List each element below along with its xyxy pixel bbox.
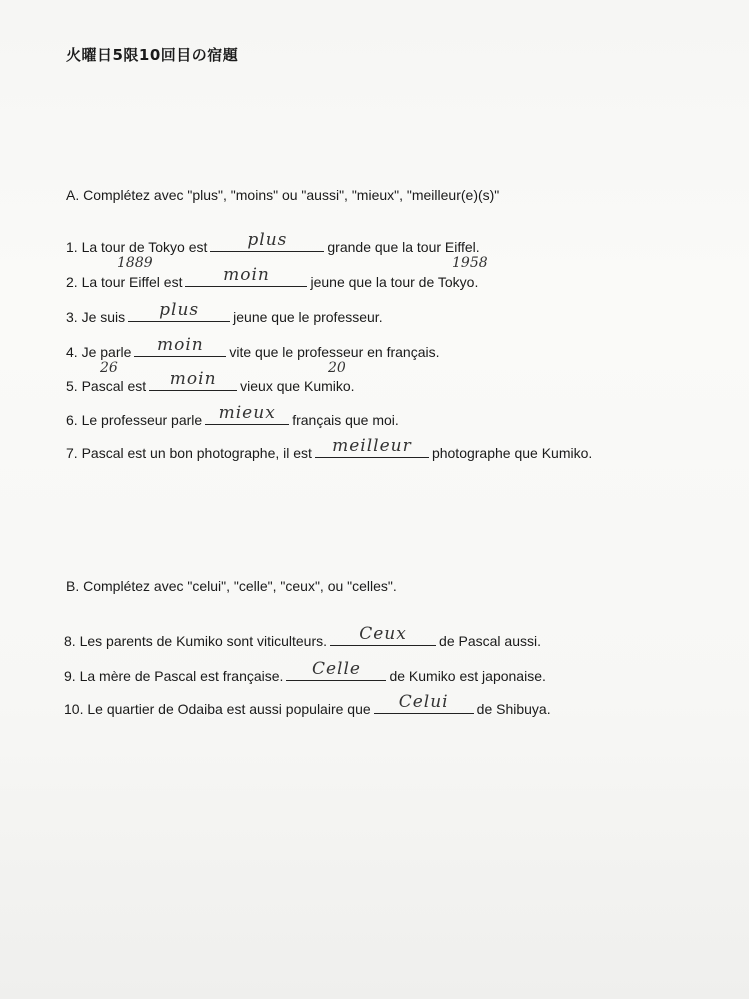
item-continuation: de Shibuya. bbox=[476, 701, 551, 717]
item-prompt: 2. La tour Eiffel est bbox=[66, 274, 183, 290]
item-prompt: 10. Le quartier de Odaiba est aussi populaire que bbox=[64, 701, 371, 717]
exercise-item bbox=[66, 436, 593, 461]
exercise-item bbox=[66, 369, 355, 394]
handwritten-answer: moin bbox=[169, 369, 217, 389]
handwritten-note: 1958 bbox=[452, 255, 488, 271]
item-prompt: 4. Je parle bbox=[66, 344, 132, 360]
item-prompt: 7. Pascal est un bon photographe, il est bbox=[66, 445, 312, 461]
exercise-item bbox=[66, 403, 399, 428]
handwritten-answer: meilleur bbox=[332, 436, 412, 456]
answer-blank bbox=[134, 335, 226, 357]
section-a-heading: A. Complétez avec "plus", "moins" ou "aussi", "mieux", "meilleur(e)(s)" bbox=[66, 187, 500, 203]
exercise-item bbox=[64, 659, 546, 684]
answer-blank bbox=[210, 230, 324, 252]
item-continuation: jeune que la tour de Tokyo. bbox=[310, 274, 479, 290]
exercise-item bbox=[66, 300, 383, 325]
item-prompt: 9. La mère de Pascal est française. bbox=[64, 668, 284, 684]
answer-blank bbox=[185, 265, 307, 287]
section-b-heading: B. Complétez avec "celui", "celle", "ceux", ou "celles". bbox=[66, 578, 397, 594]
answer-blank bbox=[128, 300, 230, 322]
handwritten-answer: Celui bbox=[398, 692, 449, 712]
answer-blank bbox=[286, 659, 386, 681]
item-continuation: grande que la tour Eiffel. bbox=[327, 239, 480, 255]
handwritten-answer: mieux bbox=[218, 403, 276, 423]
item-continuation: photographe que Kumiko. bbox=[431, 445, 593, 461]
item-continuation: jeune que le professeur. bbox=[233, 309, 383, 325]
handwritten-answer: plus bbox=[247, 230, 288, 250]
exercise-item bbox=[66, 230, 480, 255]
answer-blank bbox=[374, 692, 474, 714]
answer-blank bbox=[330, 624, 436, 646]
item-prompt: 3. Je suis bbox=[66, 309, 126, 325]
handwritten-answer: moin bbox=[223, 265, 270, 285]
exercise-item bbox=[66, 265, 479, 290]
exercise-item bbox=[64, 692, 551, 717]
handwritten-answer: Celle bbox=[311, 659, 361, 679]
page-title: 火曜日5限10回目の宿題 bbox=[66, 46, 239, 64]
handwritten-note: 26 bbox=[100, 360, 118, 376]
answer-blank bbox=[205, 403, 289, 425]
item-continuation: de Kumiko est japonaise. bbox=[389, 668, 546, 684]
item-prompt: 6. Le professeur parle bbox=[66, 412, 203, 428]
item-continuation: vieux que Kumiko. bbox=[240, 378, 355, 394]
item-continuation: de Pascal aussi. bbox=[439, 633, 541, 649]
exercise-item bbox=[64, 624, 541, 649]
answer-blank bbox=[149, 369, 237, 391]
item-continuation: français que moi. bbox=[292, 412, 399, 428]
item-prompt: 8. Les parents de Kumiko sont viticulteurs. bbox=[64, 633, 328, 649]
exercise-item bbox=[66, 335, 440, 360]
handwritten-answer: Ceux bbox=[359, 624, 407, 644]
answer-blank bbox=[315, 436, 429, 458]
handwritten-note: 1889 bbox=[117, 255, 153, 271]
handwritten-answer: moin bbox=[157, 335, 204, 355]
item-prompt: 1. La tour de Tokyo est bbox=[66, 239, 208, 255]
item-prompt: 5. Pascal est bbox=[66, 378, 147, 394]
handwritten-answer: plus bbox=[159, 300, 200, 320]
handwritten-note: 20 bbox=[328, 360, 346, 376]
item-continuation: vite que le professeur en français. bbox=[229, 344, 440, 360]
